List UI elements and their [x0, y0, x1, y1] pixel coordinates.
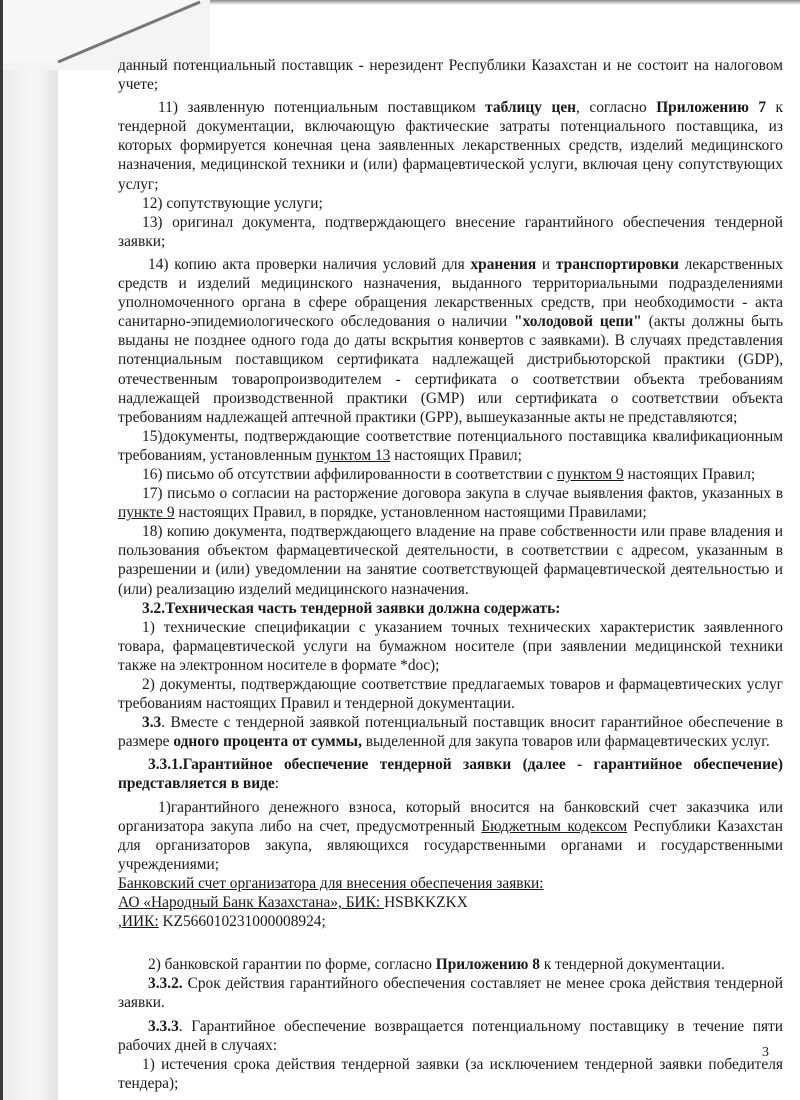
appendix-8-bold: Приложению 8: [435, 956, 540, 974]
item-16-text: 16) письмо об отсутствии аффилированности в соответствии с: [142, 465, 558, 483]
bank-iik-semicolon: ;: [321, 913, 326, 931]
section-3-3-1-item-2-text: 2) банковской гарантии по форме, согласно: [148, 956, 436, 974]
section-3-3-2-text: Срок действия гарантийного обеспечения составляет не менее срока действия тендерной заявки.: [118, 975, 783, 1012]
item-16: [118, 465, 783, 484]
section-3-3-2-number: 3.3.2.: [148, 975, 183, 993]
item-15-text: 15)документы, подтверждающие соответствие потенциального поставщика квалификационным требованиям, установленным: [118, 427, 783, 464]
item-15-link[interactable]: пунктом 13: [316, 446, 391, 464]
section-3-2-item-2: 2) документы, подтверждающие соответствие предлагаемых товаров и фармацевтических услуг требованиям настоящих Правил и тендерной документации.: [118, 676, 783, 713]
item-11-text: , согласно: [576, 99, 657, 117]
bank-account-title-text: Банковский счет организатора для внесения обеспечения заявки:: [118, 874, 544, 892]
budget-code-link[interactable]: Бюджетным кодексом: [481, 817, 628, 835]
section-3-2-heading: [118, 599, 783, 618]
item-15: [118, 427, 783, 465]
item-14-bold-transport: транспортировки: [555, 255, 679, 273]
section-3-3-1-item-1-text: 1)гарантийного денежного взноса, который вносится на банковский счет заказчика или организатора закупа либо на счет, предусмотренный: [118, 798, 783, 835]
section-3-3: [118, 713, 783, 751]
section-3-3-bold-percent: одного процента от суммы,: [173, 733, 362, 751]
item-11-text: 11) заявленную потенциальным поставщиком: [158, 99, 486, 117]
item-14-text: и: [536, 255, 556, 273]
item-11-bold-appendix: Приложению 7: [656, 99, 767, 117]
section-3-2-item-1: 1) технические спецификации с указанием точных технических характеристик заявленного товара, фармацевтической услуги на бумажном носителе (при заявлении медицинской техники также на электронном носителе в формате *doc);: [118, 618, 783, 674]
bank-account-title: [118, 874, 783, 893]
item-17-text: настоящих Правил, в порядке, установленном настоящими Правилами;: [174, 504, 647, 522]
item-11-bold-price-table: таблицу цен: [485, 99, 577, 117]
page-number: 3: [762, 1045, 769, 1060]
section-3-3-text: выделенной для закупа товаров или фармацевтических услуг.: [361, 733, 770, 751]
item-16-text: настоящих Правил;: [623, 465, 756, 483]
bank-name-line: [118, 893, 783, 912]
item-14-text: (акты должны быть выданы не позднее одного года до даты вскрытия конвертов с заявками). В случаях представления потенциальным поставщиком сертификата надлежащей дистрибьюторской практики (GDP), отечественным товаропроизводителем - сертификата о соответствии объекта требованиям надлежащей производственной практики (GMP) или сертификата о соответствии объекта требованиям надлежащей аптечной практики (GPP), вышеуказанные акты не представляются;: [118, 313, 783, 426]
section-3-3-1-item-2-text: к тендерной документации.: [539, 956, 725, 974]
item-11-text: к тендерной документации, включающую фактические затраты потенциального поставщика, из которых формируется конечная цена заявленных лекарственных средств, изделий медицинского назначения, медицинской техники и (или) фармацевтической услуги, включая цену сопутствующих услуг;: [118, 99, 783, 193]
section-3-3-1-heading-colon: :: [274, 775, 280, 793]
section-3-3-1-heading: [118, 755, 783, 793]
section-3-3-text: . Вместе с тендерной заявкой потенциальный поставщик вносит гарантийное обеспечение в размере: [118, 714, 783, 751]
item-11: [118, 98, 783, 193]
section-3-3-1-heading-text: 3.3.1.Гарантийное обеспечение тендерной заявки (далее - гарантийное обеспечение) представляется в виде: [118, 756, 783, 793]
section-3-3-3-item-1: 1) истечения срока действия тендерной заявки (за исключением тендерной заявки победителя тендера);: [118, 1055, 783, 1092]
section-3-3-1-item-1-text: Республики Казахстан для организаторов закупа, являющихся государственными органами и государственными учреждениями;: [118, 817, 783, 873]
section-3-3-3: [118, 1017, 783, 1055]
top-edge-shadow: [200, 0, 800, 5]
intro-paragraph: данный потенциальный поставщик - нерезидент Республики Казахстан и не состоит на налоговом учете;: [118, 57, 783, 94]
item-18: 18) копию документа, подтверждающего владение на праве собственности или праве владения и пользования объектом фармацевтической деятельности, в соответствии с адресом, указанным в разрешении и (или) уведомлении на занятие соответствующей фармацевтической деятельностью и (или) реализацию изделий медицинского назначения.: [118, 523, 783, 598]
section-3-3-1-item-2: [118, 955, 783, 974]
section-3-3-2: [118, 974, 783, 1012]
section-3-2-heading-text: 3.2.Техническая часть тендерной заявки должна содержать:: [142, 599, 561, 617]
item-14-bold-cold-chain: "холодовой цепи": [514, 313, 642, 331]
item-17: [118, 484, 783, 522]
item-16-link[interactable]: пунктом 9: [557, 465, 624, 483]
document-body: [118, 56, 783, 1093]
page-margin-fold: [3, 0, 58, 1100]
item-17-text: 17) письмо о согласии на расторжение договора закупа в случае выявления фактов, указанных в: [142, 485, 783, 503]
section-3-3-number: 3.3: [142, 714, 162, 732]
item-12: 12) сопутствующие услуги;: [142, 194, 323, 212]
item-15-text: настоящих Правил;: [390, 446, 522, 464]
item-13: 13) оригинал документа, подтверждающего внесение гарантийного обеспечения тендерной заявки;: [118, 213, 783, 250]
bank-iik-label: ,ИИК:: [118, 913, 159, 931]
bank-name: АО «Народный Банк Казахстана», БИК:: [118, 894, 385, 912]
item-17-link[interactable]: пункте 9: [118, 504, 175, 522]
section-3-3-3-text: . Гарантийное обеспечение возвращается потенциальному поставщику в течение пяти рабочих дней в случаях:: [118, 1017, 783, 1054]
item-14-bold-storage: хранения: [470, 255, 537, 273]
section-3-3-1-item-1: [118, 798, 783, 874]
item-14: [118, 255, 783, 427]
bank-iik-value: KZ566010231000008924: [158, 913, 322, 931]
item-14-text: 14) копию акта проверки наличия условий для: [148, 255, 471, 273]
bank-bik: HSBKKZKX: [384, 894, 468, 912]
section-3-3-3-number: 3.3.3: [148, 1017, 179, 1035]
item-14-text: лекарственных средств и изделий медицинского назначения, выданного территориальными подразделениями уполномоченного органа в сфере обращения лекарственных средств, при необходимости - акта санитарно-эпидемиологического обследования о наличии: [118, 255, 783, 331]
bank-iik-line: [118, 912, 783, 931]
